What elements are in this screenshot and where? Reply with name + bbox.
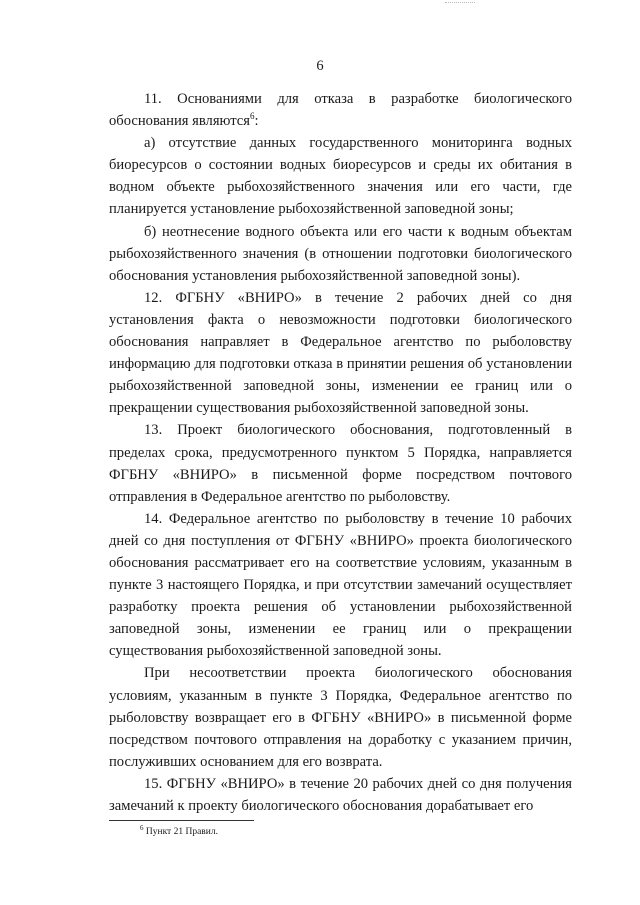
- paragraph-14: 14. Федеральное агентство по рыболовству в течение 10 рабочих дней со дня поступления от ФГБНУ «ВНИРО» проекта биологического обоснования рассматривает его на соответствие условиям, указанным в пункте 3 настоящего Порядка, и при отсутствии замечаний осуществляет разработку проекта решения об установлении рыбохозяйственной заповедной зоны, изменении ее границ или о прекращении существования рыбохозяйственной заповедной зоны.: [109, 510, 572, 660]
- paragraph-14-continued: При несоответствии проекта биологического обоснования условиям, указанным в пункте 3 Порядка, Федеральное агентство по рыболовству возвращает его в ФГБНУ «ВНИРО» в письменной форме посредством почтового отправления на доработку с указанием причин, послуживших основанием для его возврата.: [109, 665, 572, 770]
- paragraph-12: 12. ФГБНУ «ВНИРО» в течение 2 рабочих дней со дня установления факта о невозможности подготовки биологического обоснования направляет в Федеральное агентство по рыболовству информацию для подготовки отказа в принятии решения об установлении рыбохозяйственной заповедной зоны, изменении ее границ или о прекращении существования рыбохозяйственной заповедной зоны.: [109, 289, 572, 417]
- footnote-text: Пункт 21 Правил.: [143, 827, 218, 837]
- footnote-divider: [109, 820, 254, 821]
- paragraph-11: [109, 88, 572, 132]
- paragraph-13: 13. Проект биологического обоснования, подготовленный в пределах срока, предусмотренного пунктом 5 Порядка, направляется ФГБНУ «ВНИРО» в письменной форме посредством почтового отправления в Федеральное агентство по рыболовству.: [109, 422, 572, 505]
- page-number: 6: [316, 58, 324, 74]
- paragraph-11-tail: :: [254, 113, 259, 130]
- footnote: [140, 823, 218, 838]
- footnote-mark: 6: [140, 823, 144, 832]
- footnote-ref: 6: [250, 111, 255, 122]
- paragraph-11-text: 11. Основаниями для отказа в разработке биологического обоснования являются: [109, 91, 572, 130]
- paragraph-11a: а) отсутствие данных государственного мониторинга водных биоресурсов о состоянии водных биоресурсов и среды их обитания в водном объекте рыбохозяйственного значения или его части, где планируется установление рыбохозяйственной заповедной зоны;: [109, 135, 572, 218]
- scan-artifact: [445, 2, 475, 3]
- paragraph-15: 15. ФГБНУ «ВНИРО» в течение 20 рабочих дней со дня получения замечаний к проекту биологического обоснования дорабатывает его: [109, 775, 572, 814]
- paragraph-11b: б) неотнесение водного объекта или его части к водным объектам рыбохозяйственного значения (в отношении подготовки биологического обоснования установления рыбохозяйственной заповедной зоны).: [109, 223, 572, 284]
- document-body: [109, 88, 572, 817]
